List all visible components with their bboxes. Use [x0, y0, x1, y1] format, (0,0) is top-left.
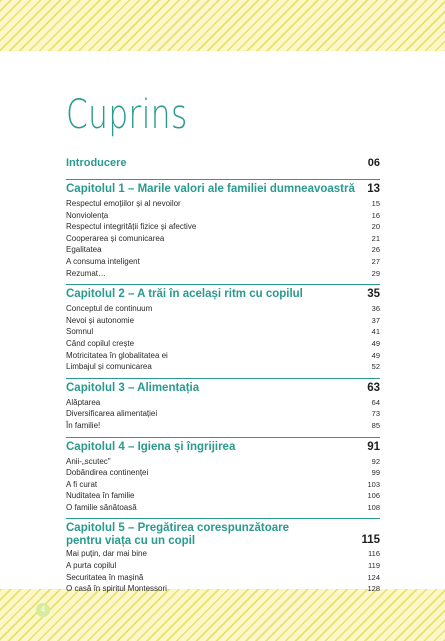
entry-page: 124 [367, 572, 380, 582]
entry-title: Diversificarea alimentației [66, 409, 158, 419]
entry-title: Egalitatea [66, 245, 102, 255]
entry-title: Securitatea în mașină [66, 572, 144, 582]
toc-entry[interactable] [66, 326, 380, 338]
entry-page: 103 [367, 479, 380, 489]
chapter-heading[interactable] [66, 437, 380, 456]
toc-entry[interactable] [66, 560, 380, 572]
entry-page: 99 [371, 468, 380, 478]
entry-page: 15 [371, 199, 380, 208]
chapter-title: Capitolul 3 – Alimentația [66, 381, 200, 394]
entry-page: 26 [371, 245, 380, 255]
chapter-title: Capitolul 2 – A trăi în același ritm cu copilul [66, 288, 303, 301]
entry-title: Anii-„scutec" [66, 456, 111, 466]
entry-title: Când copilul crește [66, 338, 135, 348]
toc-entry[interactable] [66, 315, 380, 327]
toc-chapter-5 [66, 518, 380, 594]
toc-entry[interactable] [66, 548, 380, 560]
entry-page: 37 [371, 315, 380, 325]
page-title: Cuprins [66, 92, 188, 138]
entry-title: Rezumat… [66, 268, 107, 278]
entry-page: 64 [371, 397, 380, 407]
chapter-title: Capitolul 5 – Pregătirea corespunzătoare pentru viața cu un copil [66, 522, 290, 547]
entry-title: A purta copilul [66, 561, 117, 571]
toc-entry[interactable] [66, 210, 380, 222]
entry-title: Nonviolența [66, 210, 109, 220]
chapter-page: 91 [367, 440, 380, 453]
entry-page: 116 [368, 549, 380, 559]
entry-title: Conceptul de continuum [66, 304, 153, 314]
chapter-title: Capitolul 4 – Igiena și îngrijirea [66, 440, 236, 453]
toc-entry[interactable] [66, 420, 380, 432]
toc-chapter-4 [66, 437, 380, 514]
entry-page: 27 [371, 256, 380, 266]
entry-title: Motricitatea în globalitatea ei [66, 350, 168, 360]
entry-page: 85 [371, 420, 380, 430]
entry-page: 73 [371, 409, 380, 419]
entry-page: 16 [371, 210, 380, 220]
entry-page: 108 [367, 502, 380, 512]
toc-entry[interactable] [66, 338, 380, 350]
entry-page: 128 [367, 584, 380, 594]
toc-entry[interactable] [66, 256, 380, 268]
entry-title: În familie! [66, 420, 101, 430]
entry-page: 49 [371, 350, 380, 360]
entry-title: Nevoi și autonomie [66, 315, 135, 325]
entry-page: 92 [371, 456, 380, 466]
chapter-heading[interactable] [66, 378, 380, 397]
entry-title: Alăptarea [66, 397, 101, 407]
entry-page: 20 [371, 222, 380, 232]
chapter-heading[interactable] [66, 518, 380, 548]
entry-title: O casă în spiritul Montessori [66, 584, 167, 594]
toc-chapter-2 [66, 284, 380, 373]
toc-entry[interactable] [66, 456, 380, 468]
toc-entry[interactable] [66, 572, 380, 584]
toc-entry[interactable] [66, 350, 380, 362]
chapter-page: 63 [367, 381, 380, 394]
chapter-heading[interactable] [66, 179, 380, 198]
toc-entry[interactable] [66, 233, 380, 245]
entry-page: 36 [371, 304, 380, 314]
toc-entry[interactable] [66, 583, 380, 595]
page-number-badge: 4 [36, 603, 50, 617]
entry-page: 106 [367, 491, 380, 501]
entry-title: Somnul [66, 327, 94, 337]
toc-entry[interactable] [66, 490, 380, 502]
entry-title: Respectul integrității fizice și afective [66, 222, 197, 232]
toc-entry[interactable] [66, 479, 380, 491]
chapter-title: Capitolul 1 – Marile valori ale familiei dumneavoastră [66, 183, 355, 195]
entry-page: 49 [371, 338, 380, 348]
toc-entry[interactable] [66, 408, 380, 420]
entry-title: A fi curat [66, 479, 98, 489]
entry-title: Cooperarea și comunicarea [66, 233, 165, 243]
toc-entry[interactable] [66, 502, 380, 514]
entry-page: 119 [368, 561, 380, 571]
toc-entry[interactable] [66, 244, 380, 256]
entry-title: Nuditatea în familie [66, 491, 135, 501]
toc-entry[interactable] [66, 268, 380, 280]
chapter-heading[interactable] [66, 284, 380, 303]
chapter-page: 115 [361, 534, 380, 547]
chapter-page: 35 [367, 288, 380, 301]
toc-chapter-1 [66, 179, 380, 279]
entry-page: 21 [371, 233, 380, 243]
entry-title: Respectul emoțiilor și al nevoilor [66, 199, 181, 208]
entry-title: Limbajul și comunicarea [66, 362, 152, 372]
toc-entry[interactable] [66, 467, 380, 479]
entry-page: 29 [371, 268, 380, 278]
entry-title: Dobândirea continenței [66, 468, 149, 478]
toc-intro-title: Introducere [66, 157, 127, 169]
toc-intro-page: 06 [367, 157, 380, 169]
toc-entry[interactable] [66, 397, 380, 409]
toc-entry[interactable] [66, 221, 380, 233]
entry-title: Mai puțin, dar mai bine [66, 549, 147, 559]
toc-chapter-3 [66, 378, 380, 432]
entry-title: O familie sănătoasă [66, 502, 137, 512]
toc-intro-row[interactable] [66, 157, 380, 173]
toc-entry[interactable] [66, 361, 380, 373]
chapter-page: 13 [367, 183, 380, 195]
top-stripe-band [0, 0, 445, 51]
entry-page: 52 [371, 362, 380, 372]
toc-entry[interactable] [66, 198, 380, 210]
toc-entry[interactable] [66, 303, 380, 315]
entry-title: A consuma inteligent [66, 256, 140, 266]
table-of-contents [66, 157, 380, 600]
entry-page: 41 [371, 327, 380, 337]
